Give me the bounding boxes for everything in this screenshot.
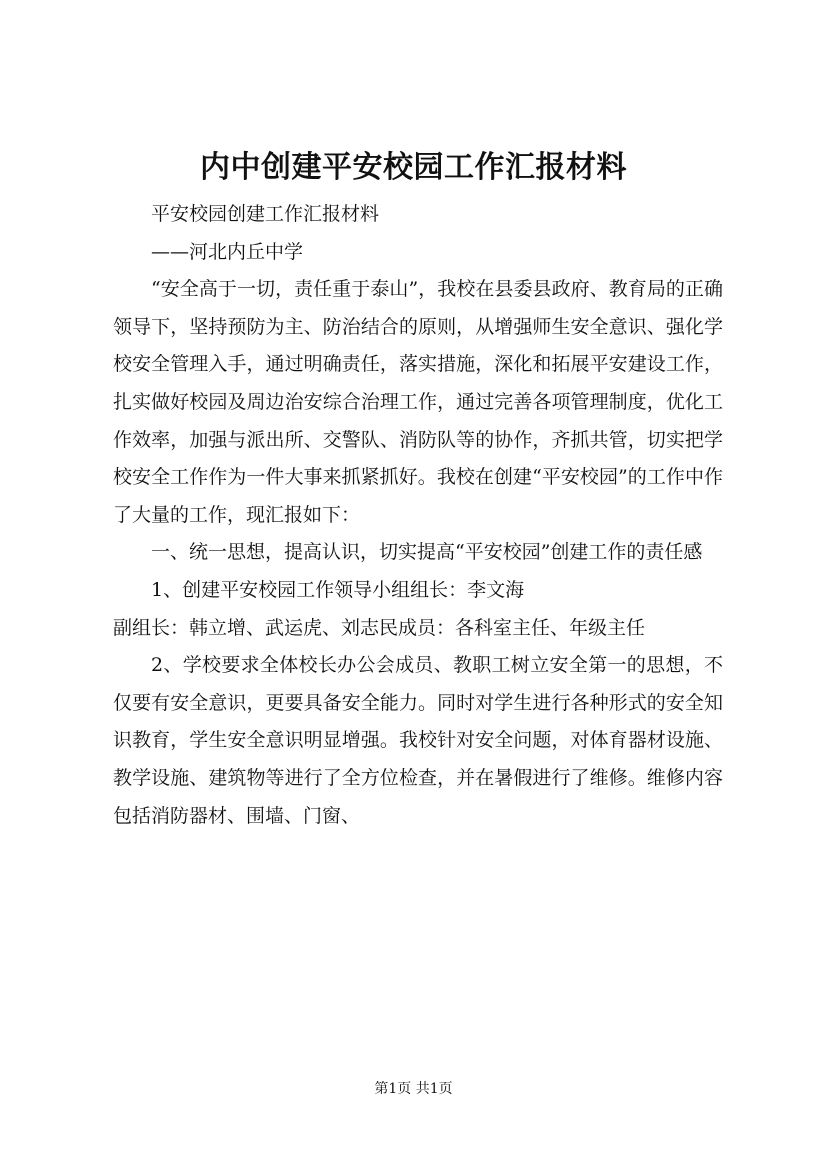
safety-requirements-paragraph: 2、学校要求全体校长办公会成员、教职工树立安全第一的思想，不仅要有安全意识，更要具备安全能力。同时对学生进行各种形式的安全知识教育，学生安全意识明显增强。我校针对安全问题，对体育器材设施、教学设施、建筑物等进行了全方位检查，并在暑假进行了维修。维修内容包括消防器材、围墙、门窗、 xyxy=(113,654,723,827)
subtitle: 平安校园创建工作汇报材料 xyxy=(151,203,380,225)
page-footer: 第1页 共1页 xyxy=(374,1081,453,1097)
section-heading-1: 一、统一思想，提高认识，切实提高“平安校园”创建工作的责任感 xyxy=(151,541,703,564)
school-name: ——河北内丘中学 xyxy=(151,240,304,263)
intro-paragraph: “安全高于一切，责任重于泰山”，我校在县委县政府、教育局的正确领导下，坚持预防为主、防治结合的原则，从增强师生安全意识、强化学校安全管理入手，通过明确责任，落实措施，深化和拓展平安建设工作，扎实做好校园及周边治安综合治理工作，通过完善各项管理制度，优化工作效率，加强与派出所、交警队、消防队等的协作，齐抓共管，切实把学校安全工作作为一件大事来抓紧抓好。我校在创建“平安校园”的工作中作了大量的工作，现汇报如下： xyxy=(113,278,723,526)
deputy-members-paragraph: 副组长：韩立增、武运虎、刘志民成员：各科室主任、年级主任 xyxy=(113,616,646,639)
document-body xyxy=(113,196,723,835)
document-title: 内中创建平安校园工作汇报材料 xyxy=(200,150,627,185)
leader-group-paragraph: 1、创建平安校园工作领导小组组长：李文海 xyxy=(151,578,525,601)
